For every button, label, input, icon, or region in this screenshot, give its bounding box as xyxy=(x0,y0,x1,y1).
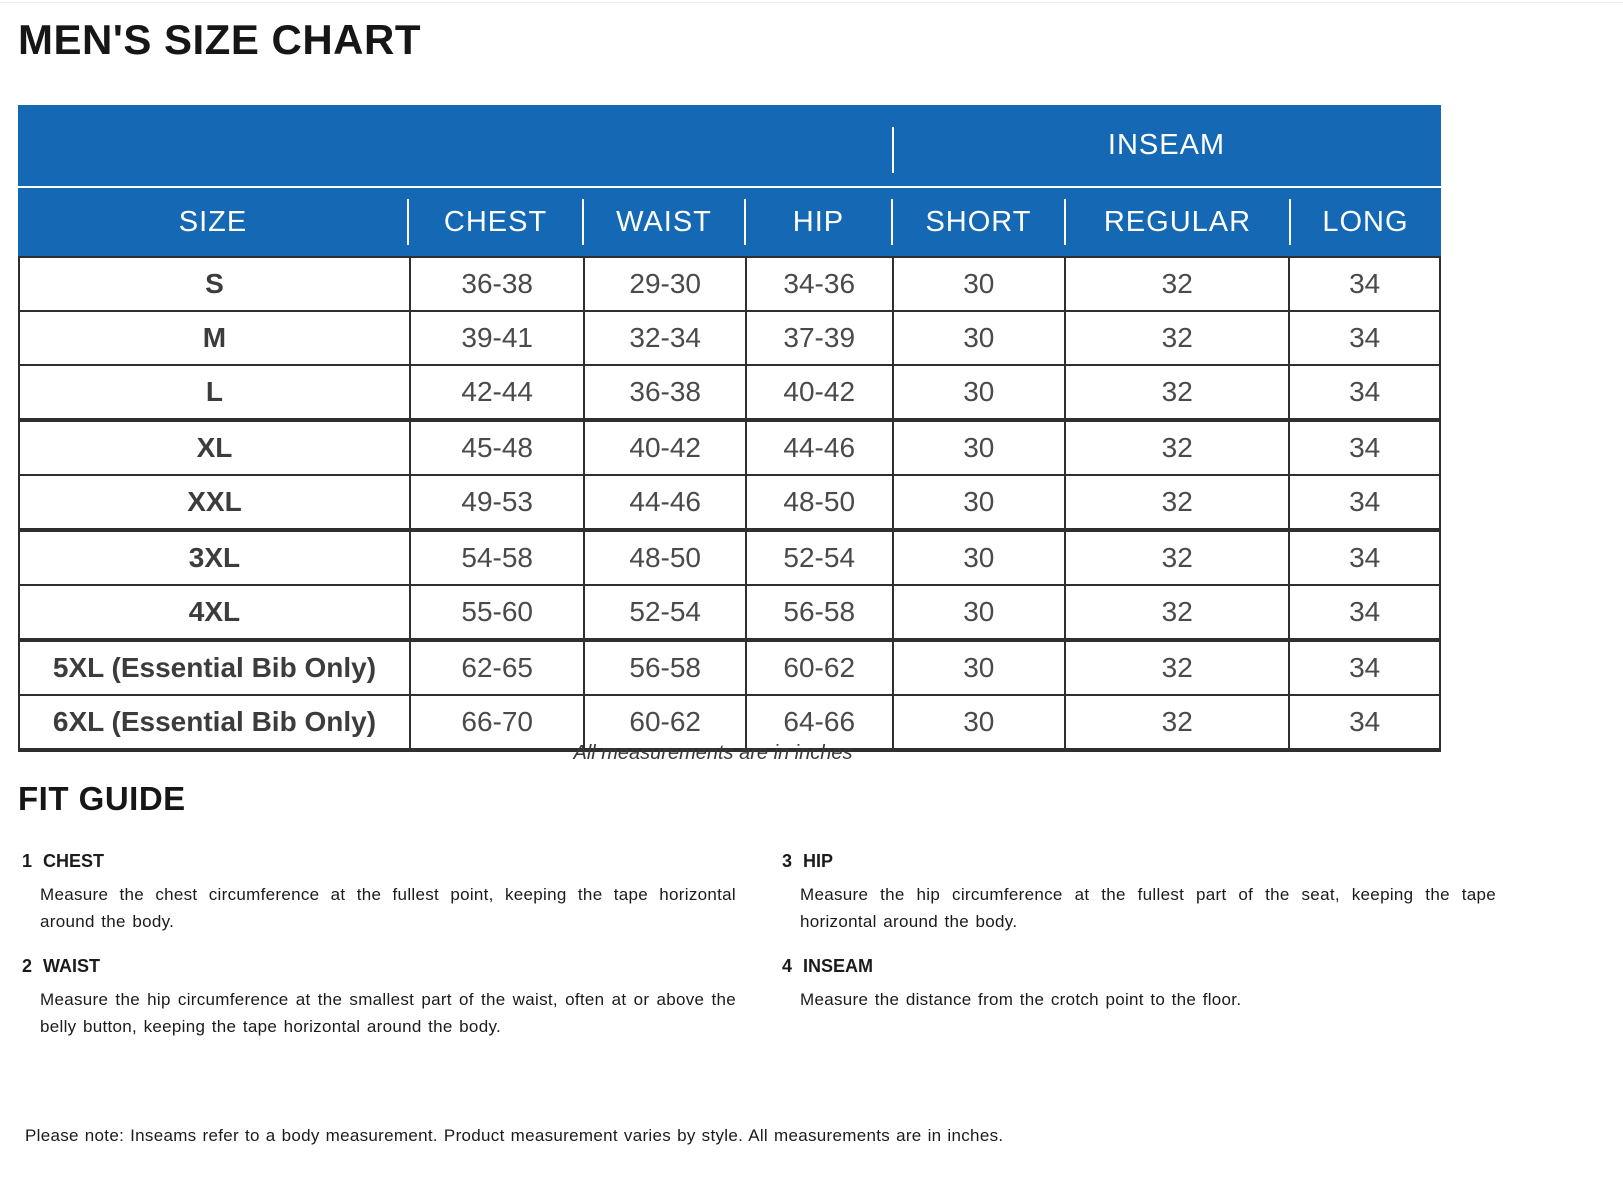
fit-item-heading xyxy=(782,851,1497,872)
fit-item-text: Measure the hip circumference at the smallest part of the waist, often at or above the belly button, keeping the tape horizontal around the body. xyxy=(40,990,736,1036)
cell-chest: 39-41 xyxy=(409,312,584,364)
cell-hip: 40-42 xyxy=(745,366,892,418)
cell-chest: 62-65 xyxy=(409,642,584,694)
fit-item-label: INSEAM xyxy=(803,956,874,976)
cell-inseam_regular: 32 xyxy=(1064,312,1288,364)
cell-inseam_short: 30 xyxy=(892,312,1065,364)
table-caption: All measurements are in inches xyxy=(573,742,853,764)
fit-item-label: HIP xyxy=(803,851,834,871)
cell-inseam_short: 30 xyxy=(892,422,1065,474)
cell-waist: 44-46 xyxy=(583,476,744,528)
cell-chest: 55-60 xyxy=(409,586,584,638)
column-header-short: SHORT xyxy=(892,188,1065,256)
cell-inseam_regular: 32 xyxy=(1064,258,1288,310)
fit-guide-item-hip xyxy=(782,851,1497,935)
fit-item-label: WAIST xyxy=(43,956,101,976)
cell-size: L xyxy=(205,376,224,407)
cell-waist: 52-54 xyxy=(583,586,744,638)
fit-item-number: 4 xyxy=(782,956,793,976)
fit-guide-item-waist xyxy=(22,956,737,1040)
table-header-group-row xyxy=(18,105,1441,186)
cell-inseam_long: 34 xyxy=(1288,586,1439,638)
cell-inseam_long: 34 xyxy=(1288,312,1439,364)
cell-inseam_long: 34 xyxy=(1288,422,1439,474)
fit-item-number: 1 xyxy=(22,851,33,871)
size-chart-table xyxy=(18,105,1441,752)
table-row xyxy=(20,696,1439,748)
cell-inseam_long: 34 xyxy=(1288,476,1439,528)
inseam-group-header: INSEAM xyxy=(1107,129,1226,161)
cell-inseam_short: 30 xyxy=(892,532,1065,584)
table-row xyxy=(20,476,1439,532)
table-row xyxy=(20,532,1439,586)
cell-size: 6XL (Essential Bib Only) xyxy=(52,706,377,737)
cell-hip: 48-50 xyxy=(745,476,892,528)
cell-size: 3XL xyxy=(188,542,241,573)
cell-inseam_long: 34 xyxy=(1288,258,1439,310)
cell-inseam_regular: 32 xyxy=(1064,642,1288,694)
cell-inseam_regular: 32 xyxy=(1064,422,1288,474)
table-header-row xyxy=(18,188,1441,256)
table-row xyxy=(20,366,1439,422)
cell-hip: 44-46 xyxy=(745,422,892,474)
cell-inseam_long: 34 xyxy=(1288,642,1439,694)
cell-hip: 52-54 xyxy=(745,532,892,584)
cell-size: XL xyxy=(196,432,233,463)
cell-size: 5XL (Essential Bib Only) xyxy=(52,652,377,683)
cell-inseam_long: 34 xyxy=(1288,366,1439,418)
cell-inseam_short: 30 xyxy=(892,476,1065,528)
cell-inseam_short: 30 xyxy=(892,586,1065,638)
column-header-waist: WAIST xyxy=(583,188,745,256)
fit-item-number: 2 xyxy=(22,956,33,976)
cell-chest: 42-44 xyxy=(409,366,584,418)
cell-waist: 40-42 xyxy=(583,422,744,474)
fit-item-label: CHEST xyxy=(43,851,105,871)
cell-waist: 48-50 xyxy=(583,532,744,584)
cell-waist: 36-38 xyxy=(583,366,744,418)
table-row xyxy=(20,586,1439,642)
cell-size: M xyxy=(202,322,227,353)
fit-item-heading xyxy=(22,851,737,872)
column-header-hip: HIP xyxy=(745,188,892,256)
cell-inseam_long: 34 xyxy=(1288,532,1439,584)
cell-hip: 37-39 xyxy=(745,312,892,364)
cell-size: S xyxy=(205,268,224,299)
table-row xyxy=(20,312,1439,366)
footnote: Please note: Inseams refer to a body measurement. Product measurement varies by style. All measurements are in inches. xyxy=(25,1126,1004,1145)
table-row xyxy=(20,422,1439,476)
fit-item-number: 3 xyxy=(782,851,793,871)
column-header-chest: CHEST xyxy=(408,188,583,256)
column-header-size: SIZE xyxy=(178,205,248,238)
fit-item-heading xyxy=(22,956,737,977)
cell-hip: 60-62 xyxy=(745,642,892,694)
cell-waist: 56-58 xyxy=(583,642,744,694)
table-row xyxy=(20,258,1439,312)
cell-chest: 36-38 xyxy=(409,258,584,310)
fit-item-text: Measure the hip circumference at the fullest part of the seat, keeping the tape horizontal around the body. xyxy=(800,885,1496,931)
cell-size: 4XL xyxy=(188,596,241,627)
table-row xyxy=(20,642,1439,696)
fit-guide-item-chest xyxy=(22,851,737,935)
cell-size: XXL xyxy=(187,486,242,517)
column-header-regular: REGULAR xyxy=(1065,188,1290,256)
table-body xyxy=(18,256,1441,752)
cell-inseam_regular: 32 xyxy=(1064,696,1288,748)
cell-chest: 54-58 xyxy=(409,532,584,584)
table-header xyxy=(18,105,1441,256)
cell-waist: 29-30 xyxy=(583,258,744,310)
fit-item-text: Measure the chest circumference at the fullest point, keeping the tape horizontal around the body. xyxy=(40,885,736,931)
cell-chest: 45-48 xyxy=(409,422,584,474)
cell-chest: 66-70 xyxy=(409,696,584,748)
fit-guide-item-inseam xyxy=(782,956,1497,1013)
page-title: MEN'S SIZE CHART xyxy=(18,16,422,63)
top-divider xyxy=(0,2,1623,3)
cell-inseam_regular: 32 xyxy=(1064,366,1288,418)
cell-inseam_short: 30 xyxy=(892,258,1065,310)
cell-waist: 60-62 xyxy=(583,696,744,748)
cell-chest: 49-53 xyxy=(409,476,584,528)
cell-inseam_short: 30 xyxy=(892,696,1065,748)
cell-inseam_short: 30 xyxy=(892,642,1065,694)
cell-inseam_regular: 32 xyxy=(1064,586,1288,638)
cell-waist: 32-34 xyxy=(583,312,744,364)
cell-inseam_short: 30 xyxy=(892,366,1065,418)
cell-hip: 34-36 xyxy=(745,258,892,310)
cell-hip: 56-58 xyxy=(745,586,892,638)
fit-guide-heading: FIT GUIDE xyxy=(18,780,186,817)
cell-inseam_regular: 32 xyxy=(1064,476,1288,528)
cell-inseam_long: 34 xyxy=(1288,696,1439,748)
cell-inseam_regular: 32 xyxy=(1064,532,1288,584)
inseam-group-separator xyxy=(892,127,894,173)
fit-item-heading xyxy=(782,956,1497,977)
fit-item-text: Measure the distance from the crotch point to the floor. xyxy=(800,990,1242,1009)
cell-hip: 64-66 xyxy=(745,696,892,748)
column-header-long: LONG xyxy=(1290,188,1441,256)
header-blank-cell xyxy=(18,105,892,186)
